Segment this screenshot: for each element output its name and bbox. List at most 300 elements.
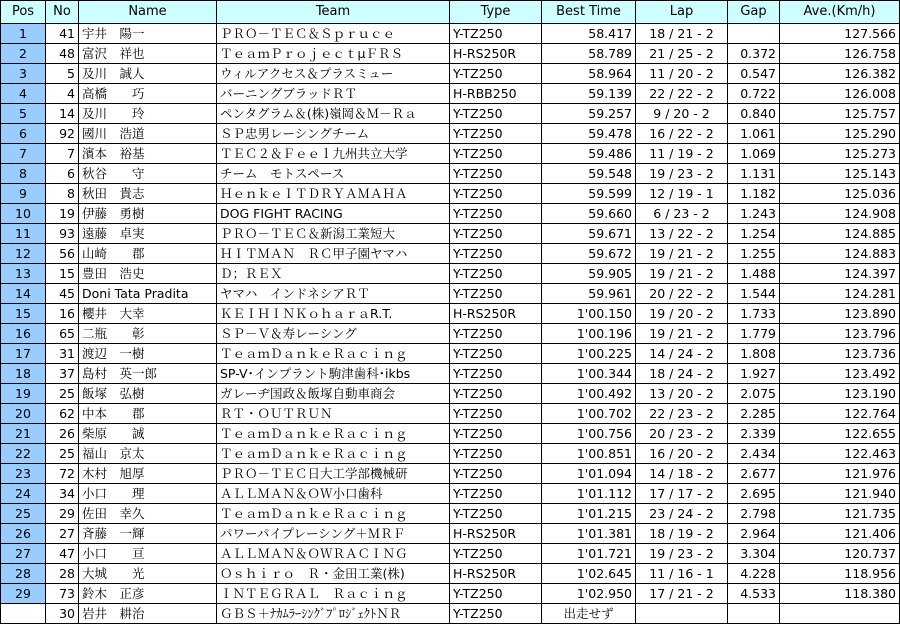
cell-team: ＴｅａｍＤａｎｋｅＲａｃｉｎｇ — [217, 344, 450, 364]
cell-type: Y-TZ250 — [450, 184, 542, 204]
cell-average-speed: 125.143 — [780, 164, 900, 184]
cell-no: 4 — [46, 84, 79, 104]
cell-no: 37 — [46, 364, 79, 384]
cell-team: ＡＬＬＭＡＮ＆ＯＷ小口歯科 — [217, 484, 450, 504]
cell-best-time: 1'00.196 — [542, 324, 636, 344]
cell-pos: 13 — [1, 264, 46, 284]
cell-no: 93 — [46, 224, 79, 244]
cell-pos: 7 — [1, 144, 46, 164]
table-row — [1, 564, 900, 584]
cell-gap: 2.434 — [728, 444, 780, 464]
cell-type: H-RS250R — [450, 524, 542, 544]
table-row — [1, 64, 900, 84]
cell-lap: 18 / 24 - 2 — [636, 364, 728, 384]
cell-best-time: 58.417 — [542, 24, 636, 44]
cell-team: ガレーヂ国政＆飯塚自動車商会 — [217, 384, 450, 404]
cell-no: 8 — [46, 184, 79, 204]
cell-best-time: 1'00.150 — [542, 304, 636, 324]
cell-best-time: 59.486 — [542, 144, 636, 164]
table-row — [1, 464, 900, 484]
cell-type: Y-TZ250 — [450, 464, 542, 484]
cell-gap — [728, 604, 780, 624]
cell-average-speed: 121.940 — [780, 484, 900, 504]
cell-team: ＳＰ忠男レーシングチーム — [217, 124, 450, 144]
header-no: No — [46, 1, 79, 24]
cell-best-time: 59.671 — [542, 224, 636, 244]
cell-type: Y-TZ250 — [450, 544, 542, 564]
header-name: Name — [79, 1, 217, 24]
cell-type: Y-TZ250 — [450, 324, 542, 344]
cell-lap: 19 / 20 - 2 — [636, 304, 728, 324]
cell-team: ＰＲＯ－ＴＥＣ＆Ｓｐｒｕｃｅ — [217, 24, 450, 44]
cell-no: 62 — [46, 404, 79, 424]
cell-team: ＴｅａｍＰｒｏｊｅｃｔμＦＲＳ — [217, 44, 450, 64]
cell-no: 65 — [46, 324, 79, 344]
cell-pos: 23 — [1, 464, 46, 484]
cell-team: ＳＰ－Ｖ＆寿レーシング — [217, 324, 450, 344]
cell-best-time: 1'00.702 — [542, 404, 636, 424]
table-row — [1, 264, 900, 284]
cell-gap — [728, 24, 780, 44]
cell-best-time: 59.905 — [542, 264, 636, 284]
cell-name: 飯塚 弘樹 — [79, 384, 217, 404]
cell-average-speed: 124.908 — [780, 204, 900, 224]
header-team: Team — [217, 1, 450, 24]
cell-lap: 19 / 21 - 2 — [636, 324, 728, 344]
cell-name: 秋谷 守 — [79, 164, 217, 184]
cell-name: 富沢 祥也 — [79, 44, 217, 64]
header-pos: Pos — [1, 1, 46, 24]
cell-name: 斉藤 一輝 — [79, 524, 217, 544]
cell-lap: 11 / 16 - 1 — [636, 564, 728, 584]
cell-name: 宇井 陽一 — [79, 24, 217, 44]
cell-average-speed: 127.566 — [780, 24, 900, 44]
cell-name: 柴原 誠 — [79, 424, 217, 444]
table-row — [1, 204, 900, 224]
cell-gap: 1.808 — [728, 344, 780, 364]
table-row — [1, 604, 900, 624]
cell-team: Ｏｓｈｉｒｏ Ｒ・金田工業(株) — [217, 564, 450, 584]
cell-gap: 3.304 — [728, 544, 780, 564]
header-type: Type — [450, 1, 542, 24]
cell-type: Y-TZ250 — [450, 224, 542, 244]
cell-average-speed: 123.796 — [780, 324, 900, 344]
cell-gap: 2.285 — [728, 404, 780, 424]
cell-pos: 20 — [1, 404, 46, 424]
cell-lap: 9 / 20 - 2 — [636, 104, 728, 124]
cell-type: Y-TZ250 — [450, 244, 542, 264]
table-row — [1, 184, 900, 204]
cell-type: Y-TZ250 — [450, 584, 542, 604]
cell-team: ＴｅａｍＤａｎｋｅＲａｃｉｎｇ — [217, 504, 450, 524]
cell-type: Y-TZ250 — [450, 24, 542, 44]
cell-lap: 17 / 21 - 2 — [636, 584, 728, 604]
table-row — [1, 284, 900, 304]
header-row — [1, 1, 900, 24]
table-row — [1, 404, 900, 424]
table-row — [1, 144, 900, 164]
cell-gap: 1.544 — [728, 284, 780, 304]
cell-pos: 29 — [1, 584, 46, 604]
cell-type: Y-TZ250 — [450, 404, 542, 424]
cell-type: H-RS250R — [450, 304, 542, 324]
cell-average-speed: 126.008 — [780, 84, 900, 104]
cell-best-time: 1'00.851 — [542, 444, 636, 464]
cell-lap: 14 / 24 - 2 — [636, 344, 728, 364]
cell-name: 秋田 貴志 — [79, 184, 217, 204]
cell-team: DOG FIGHT RACING — [217, 204, 450, 224]
cell-best-time: 1'00.756 — [542, 424, 636, 444]
cell-average-speed: 122.764 — [780, 404, 900, 424]
cell-average-speed: 126.382 — [780, 64, 900, 84]
cell-no: 16 — [46, 304, 79, 324]
cell-best-time: 59.672 — [542, 244, 636, 264]
header-lap: Lap — [636, 1, 728, 24]
cell-name: 鈴木 正彦 — [79, 584, 217, 604]
cell-gap: 1.779 — [728, 324, 780, 344]
cell-gap: 1.069 — [728, 144, 780, 164]
cell-best-time: 59.257 — [542, 104, 636, 124]
cell-gap: 2.075 — [728, 384, 780, 404]
cell-name: 渡辺 一樹 — [79, 344, 217, 364]
cell-average-speed — [780, 604, 900, 624]
cell-gap: 2.695 — [728, 484, 780, 504]
table-row — [1, 304, 900, 324]
table-row — [1, 384, 900, 404]
cell-lap: 11 / 20 - 2 — [636, 64, 728, 84]
cell-type: Y-TZ250 — [450, 164, 542, 184]
header-average-speed: Ave.(Km/h) — [780, 1, 900, 24]
cell-type: H-RS250R — [450, 564, 542, 584]
cell-best-time: 1'01.094 — [542, 464, 636, 484]
table-row — [1, 424, 900, 444]
cell-no: 45 — [46, 284, 79, 304]
cell-average-speed: 123.736 — [780, 344, 900, 364]
cell-gap: 1.131 — [728, 164, 780, 184]
table-row — [1, 44, 900, 64]
cell-no: 30 — [46, 604, 79, 624]
cell-team: Ｄ；ＲＥＸ — [217, 264, 450, 284]
cell-best-time: 1'01.112 — [542, 484, 636, 504]
cell-pos: 22 — [1, 444, 46, 464]
cell-lap: 19 / 21 - 2 — [636, 264, 728, 284]
cell-lap: 22 / 22 - 2 — [636, 84, 728, 104]
cell-type: Y-TZ250 — [450, 124, 542, 144]
cell-gap: 0.372 — [728, 44, 780, 64]
cell-best-time: 59.660 — [542, 204, 636, 224]
table-row — [1, 524, 900, 544]
cell-no: 34 — [46, 484, 79, 504]
cell-gap: 2.339 — [728, 424, 780, 444]
cell-type: H-RS250R — [450, 44, 542, 64]
cell-best-time: 1'00.492 — [542, 384, 636, 404]
cell-gap: 1.733 — [728, 304, 780, 324]
cell-pos: 16 — [1, 324, 46, 344]
cell-gap: 4.533 — [728, 584, 780, 604]
cell-no: 73 — [46, 584, 79, 604]
cell-team: ＧＢＳ＋ﾅｶﾑﾗｰｼﾝｸﾞﾌﾟﾛｼﾞｪｸﾄＮＲ — [217, 604, 450, 624]
cell-name: 大城 光 — [79, 564, 217, 584]
cell-average-speed: 124.281 — [780, 284, 900, 304]
cell-pos: 27 — [1, 544, 46, 564]
cell-type: Y-TZ250 — [450, 104, 542, 124]
cell-lap: 13 / 22 - 2 — [636, 224, 728, 244]
cell-pos: 1 — [1, 24, 46, 44]
cell-no: 25 — [46, 444, 79, 464]
cell-pos: 24 — [1, 484, 46, 504]
cell-average-speed: 124.883 — [780, 244, 900, 264]
cell-no: 31 — [46, 344, 79, 364]
cell-name: 佐田 幸久 — [79, 504, 217, 524]
cell-pos: 21 — [1, 424, 46, 444]
cell-pos: 14 — [1, 284, 46, 304]
cell-pos: 25 — [1, 504, 46, 524]
table-row — [1, 84, 900, 104]
cell-lap: 16 / 22 - 2 — [636, 124, 728, 144]
cell-best-time: 1'02.950 — [542, 584, 636, 604]
table-row — [1, 244, 900, 264]
cell-gap: 0.840 — [728, 104, 780, 124]
cell-type: Y-TZ250 — [450, 204, 542, 224]
cell-team: ＨＩＴＭＡＮ ＲＣ甲子園ヤマハ — [217, 244, 450, 264]
cell-best-time: 59.478 — [542, 124, 636, 144]
cell-best-time: 出走せず — [542, 604, 636, 624]
cell-best-time: 1'00.344 — [542, 364, 636, 384]
cell-name: 及川 玲 — [79, 104, 217, 124]
cell-average-speed: 124.397 — [780, 264, 900, 284]
cell-best-time: 58.964 — [542, 64, 636, 84]
cell-team: ウィルアクセス＆プラスミュー — [217, 64, 450, 84]
cell-pos: 4 — [1, 84, 46, 104]
cell-pos: 17 — [1, 344, 46, 364]
cell-no: 7 — [46, 144, 79, 164]
cell-average-speed: 121.976 — [780, 464, 900, 484]
cell-no: 41 — [46, 24, 79, 44]
table-row — [1, 504, 900, 524]
cell-gap: 4.228 — [728, 564, 780, 584]
cell-type: Y-TZ250 — [450, 284, 542, 304]
cell-team: ＩＮＴＥＧＲＡＬ Ｒａｃｉｎｇ — [217, 584, 450, 604]
results-body — [1, 24, 900, 624]
cell-pos — [1, 604, 46, 624]
cell-type: Y-TZ250 — [450, 604, 542, 624]
cell-name: 島村 英一郎 — [79, 364, 217, 384]
cell-no: 72 — [46, 464, 79, 484]
cell-average-speed: 123.190 — [780, 384, 900, 404]
cell-name: 二瓶 彰 — [79, 324, 217, 344]
cell-best-time: 59.139 — [542, 84, 636, 104]
cell-gap: 1.182 — [728, 184, 780, 204]
cell-team: ＡＬＬＭＡＮ＆ＯＷＲＡＣＩＮＧ — [217, 544, 450, 564]
cell-team: ＴＥＣ２＆Ｆｅｅｌ九州共立大学 — [217, 144, 450, 164]
cell-no: 28 — [46, 564, 79, 584]
cell-pos: 9 — [1, 184, 46, 204]
cell-best-time: 1'01.381 — [542, 524, 636, 544]
cell-pos: 6 — [1, 124, 46, 144]
cell-gap: 1.488 — [728, 264, 780, 284]
cell-name: 及川 誠人 — [79, 64, 217, 84]
cell-name: 中本 郡 — [79, 404, 217, 424]
cell-name: 濱本 裕基 — [79, 144, 217, 164]
cell-pos: 26 — [1, 524, 46, 544]
table-row — [1, 444, 900, 464]
cell-average-speed: 118.380 — [780, 584, 900, 604]
cell-name: 小口 亘 — [79, 544, 217, 564]
cell-average-speed: 123.492 — [780, 364, 900, 384]
table-row — [1, 344, 900, 364]
cell-team: ＴｅａｍＤａｎｋｅＲａｃｉｎｇ — [217, 424, 450, 444]
cell-lap: 21 / 25 - 2 — [636, 44, 728, 64]
cell-lap: 12 / 19 - 1 — [636, 184, 728, 204]
cell-lap: 19 / 21 - 2 — [636, 244, 728, 264]
cell-average-speed: 125.036 — [780, 184, 900, 204]
cell-pos: 15 — [1, 304, 46, 324]
cell-pos: 19 — [1, 384, 46, 404]
cell-average-speed: 125.290 — [780, 124, 900, 144]
cell-best-time: 58.789 — [542, 44, 636, 64]
cell-lap: 19 / 23 - 2 — [636, 164, 728, 184]
cell-average-speed: 122.655 — [780, 424, 900, 444]
cell-lap: 18 / 21 - 2 — [636, 24, 728, 44]
cell-name: 高橋 巧 — [79, 84, 217, 104]
cell-pos: 18 — [1, 364, 46, 384]
cell-no: 27 — [46, 524, 79, 544]
cell-lap: 6 / 23 - 2 — [636, 204, 728, 224]
cell-best-time: 59.961 — [542, 284, 636, 304]
header-best-time: Best Time — [542, 1, 636, 24]
cell-type: Y-TZ250 — [450, 384, 542, 404]
cell-gap: 1.061 — [728, 124, 780, 144]
cell-no: 5 — [46, 64, 79, 84]
cell-pos: 5 — [1, 104, 46, 124]
cell-type: Y-TZ250 — [450, 64, 542, 84]
cell-name: Doni Tata Pradita — [79, 284, 217, 304]
cell-gap: 1.255 — [728, 244, 780, 264]
cell-average-speed: 121.735 — [780, 504, 900, 524]
cell-name: 豊田 浩史 — [79, 264, 217, 284]
cell-no: 15 — [46, 264, 79, 284]
table-row — [1, 104, 900, 124]
table-row — [1, 484, 900, 504]
table-row — [1, 224, 900, 244]
cell-type: Y-TZ250 — [450, 264, 542, 284]
cell-pos: 8 — [1, 164, 46, 184]
cell-no: 47 — [46, 544, 79, 564]
cell-team: パワーパイプレーシング＋ＭＲＦ — [217, 524, 450, 544]
cell-team: ＫＥＩＨＩＮＫｏｈａｒａR.T. — [217, 304, 450, 324]
cell-lap: 18 / 19 - 2 — [636, 524, 728, 544]
cell-average-speed: 123.890 — [780, 304, 900, 324]
cell-no: 14 — [46, 104, 79, 124]
cell-name: 伊藤 勇樹 — [79, 204, 217, 224]
cell-best-time: 1'01.721 — [542, 544, 636, 564]
cell-type: Y-TZ250 — [450, 364, 542, 384]
cell-name: 木村 旭厚 — [79, 464, 217, 484]
cell-best-time: 1'01.215 — [542, 504, 636, 524]
cell-name: 櫻井 大幸 — [79, 304, 217, 324]
table-row — [1, 364, 900, 384]
cell-no: 26 — [46, 424, 79, 444]
cell-average-speed: 125.757 — [780, 104, 900, 124]
cell-type: Y-TZ250 — [450, 344, 542, 364]
cell-type: Y-TZ250 — [450, 144, 542, 164]
cell-pos: 11 — [1, 224, 46, 244]
cell-gap: 1.243 — [728, 204, 780, 224]
cell-lap: 20 / 23 - 2 — [636, 424, 728, 444]
table-row — [1, 544, 900, 564]
cell-team: SP-V･インプラント駒津歯科･ikbs — [217, 364, 450, 384]
cell-pos: 10 — [1, 204, 46, 224]
cell-type: H-RBB250 — [450, 84, 542, 104]
cell-lap — [636, 604, 728, 624]
cell-average-speed: 122.463 — [780, 444, 900, 464]
cell-gap: 2.798 — [728, 504, 780, 524]
table-row — [1, 584, 900, 604]
cell-name: 山崎 郡 — [79, 244, 217, 264]
table-row — [1, 124, 900, 144]
cell-team: ＰＲＯ－ＴＥＣ日大工学部機械研 — [217, 464, 450, 484]
cell-best-time: 59.548 — [542, 164, 636, 184]
cell-team: ＲＴ・ＯＵＴＲＵＮ — [217, 404, 450, 424]
cell-gap: 1.254 — [728, 224, 780, 244]
table-row — [1, 324, 900, 344]
cell-gap: 2.964 — [728, 524, 780, 544]
cell-best-time: 59.599 — [542, 184, 636, 204]
cell-team: ペンタグラム＆(株)嶺岡＆Ｍ－Ｒａ — [217, 104, 450, 124]
cell-lap: 13 / 20 - 2 — [636, 384, 728, 404]
cell-type: Y-TZ250 — [450, 444, 542, 464]
cell-team: バーニングブラッドＲＴ — [217, 84, 450, 104]
cell-no: 25 — [46, 384, 79, 404]
cell-average-speed: 126.758 — [780, 44, 900, 64]
cell-type: Y-TZ250 — [450, 484, 542, 504]
cell-team: ＨｅｎｋｅＩＴＤＲＹＡＭＡＨＡ — [217, 184, 450, 204]
cell-lap: 20 / 22 - 2 — [636, 284, 728, 304]
cell-team: ヤマハ インドネシアＲＴ — [217, 284, 450, 304]
cell-lap: 22 / 23 - 2 — [636, 404, 728, 424]
table-row — [1, 164, 900, 184]
cell-lap: 23 / 24 - 2 — [636, 504, 728, 524]
cell-gap: 0.547 — [728, 64, 780, 84]
cell-lap: 19 / 23 - 2 — [636, 544, 728, 564]
cell-gap: 1.927 — [728, 364, 780, 384]
cell-no: 6 — [46, 164, 79, 184]
cell-type: Y-TZ250 — [450, 504, 542, 524]
cell-average-speed: 125.273 — [780, 144, 900, 164]
cell-name: 國川 浩道 — [79, 124, 217, 144]
cell-best-time: 1'00.225 — [542, 344, 636, 364]
cell-no: 19 — [46, 204, 79, 224]
cell-lap: 14 / 18 - 2 — [636, 464, 728, 484]
cell-team: ＰＲＯ－ＴＥＣ＆新潟工業短大 — [217, 224, 450, 244]
cell-gap: 2.677 — [728, 464, 780, 484]
table-row — [1, 24, 900, 44]
cell-best-time: 1'02.645 — [542, 564, 636, 584]
cell-average-speed: 124.885 — [780, 224, 900, 244]
cell-name: 岩井 耕治 — [79, 604, 217, 624]
cell-team: チーム モトスペース — [217, 164, 450, 184]
cell-team: ＴｅａｍＤａｎｋｅＲａｃｉｎｇ — [217, 444, 450, 464]
cell-average-speed: 121.406 — [780, 524, 900, 544]
cell-lap: 16 / 20 - 2 — [636, 444, 728, 464]
cell-no: 92 — [46, 124, 79, 144]
cell-pos: 2 — [1, 44, 46, 64]
cell-name: 福山 京太 — [79, 444, 217, 464]
cell-lap: 17 / 17 - 2 — [636, 484, 728, 504]
cell-type: Y-TZ250 — [450, 424, 542, 444]
cell-no: 48 — [46, 44, 79, 64]
cell-average-speed: 118.956 — [780, 564, 900, 584]
